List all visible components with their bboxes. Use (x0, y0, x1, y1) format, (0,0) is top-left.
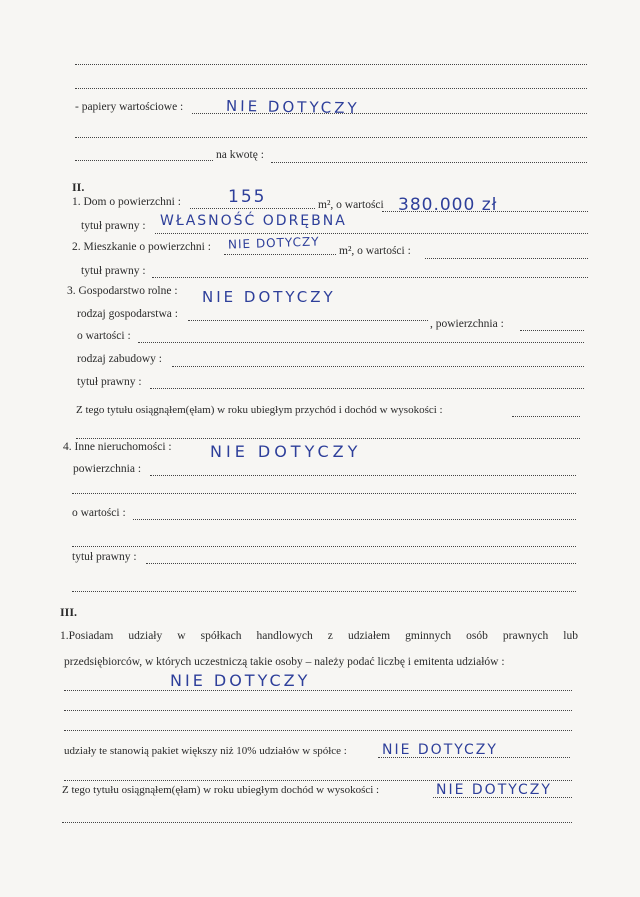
shares-intro-word: z (327, 630, 333, 642)
shares-value-line (64, 690, 572, 691)
farm-handwritten: NIE DOTYCZY (202, 288, 336, 306)
farm-type-line (188, 320, 428, 321)
amount-line (271, 162, 587, 163)
house-unit-label: m², o wartości (318, 199, 384, 211)
other-value-label: o wartości : (72, 507, 126, 519)
securities-label: - papiery wartościowe : (75, 101, 184, 113)
dotted-line (72, 546, 576, 547)
dotted-line (62, 822, 572, 823)
shares-intro-word: w (177, 630, 186, 642)
farm-label: 3. Gospodarstwo rolne : (67, 285, 178, 297)
house-title-line (155, 233, 588, 234)
package-label: udziały te stanowią pakiet większy niż 10% udziałów w spółce : (64, 745, 347, 757)
shares-intro-line (60, 630, 578, 642)
securities-handwritten: NIE DOTYCZY (225, 96, 360, 118)
dotted-line (64, 780, 572, 781)
other-value-line (133, 519, 576, 520)
farm-income-line (512, 416, 580, 417)
house-title-label: tytuł prawny : (81, 220, 146, 232)
shares-income-label: Z tego tytułu osiągnąłem(ęłam) w roku ubiegłym dochód w wysokości : (62, 784, 380, 796)
shares-intro-word: prawnych (502, 630, 549, 642)
farm-type-label: rodzaj gospodarstwa : (77, 308, 178, 320)
farm-area-label: , powierzchnia : (430, 318, 504, 330)
farm-value-line (138, 342, 584, 343)
shares-intro-word: udziały (128, 630, 163, 642)
apartment-title-line (152, 277, 588, 278)
farm-value-label: o wartości : (77, 330, 131, 342)
shares-income-handwritten: NIE DOTYCZY (436, 782, 552, 798)
house-area-handwritten: 155 (228, 187, 267, 207)
dotted-line (64, 730, 572, 731)
dotted-line (75, 160, 213, 161)
dotted-line (64, 710, 572, 711)
section-iii-heading: III. (60, 605, 78, 619)
farm-title-line (150, 388, 584, 389)
farm-title-label: tytuł prawny : (77, 376, 142, 388)
apartment-unit-label: m², o wartości : (339, 245, 411, 257)
package-handwritten: NIE DOTYCZY (382, 742, 498, 758)
house-area-line (190, 208, 315, 209)
dotted-line (72, 493, 576, 494)
shares-intro-word: 1.Posiadam (60, 630, 114, 642)
farm-income-label: Z tego tytułu osiągnąłem(ęłam) w roku ubiegłym przychód i dochód w wysokości : (76, 404, 443, 416)
dotted-line (75, 64, 587, 65)
apartment-title-label: tytuł prawny : (81, 265, 146, 277)
house-title-handwritten: WŁASNOŚĆ ODRĘBNA (160, 213, 347, 229)
house-value-handwritten: 380.000 zł (398, 195, 498, 215)
farm-buildings-label: rodzaj zabudowy : (77, 353, 162, 365)
other-title-line (146, 563, 576, 564)
other-property-handwritten: NIE DOTYCZY (210, 442, 362, 461)
apartment-area-label: 2. Mieszkanie o powierzchni : (72, 241, 211, 253)
shares-intro-word: spółkach (200, 630, 242, 642)
farm-area-line (520, 330, 584, 331)
shares-handwritten: NIE DOTYCZY (170, 671, 311, 690)
shares-intro-word: osób (466, 630, 488, 642)
house-area-label: 1. Dom o powierzchni : (72, 196, 181, 208)
shares-intro-word: handlowych (256, 630, 313, 642)
dotted-line (75, 88, 587, 89)
other-area-label: powierzchnia : (73, 463, 142, 475)
dotted-line (72, 591, 576, 592)
shares-intro-word: lub (563, 630, 578, 642)
section-ii-heading: II. (72, 180, 85, 194)
farm-buildings-line (172, 366, 584, 367)
shares-intro-line2: przedsiębiorców, w których uczestniczą takie osoby – należy podać liczbę i emitenta udziałów : (64, 656, 505, 668)
amount-label: na kwotę : (216, 149, 264, 161)
other-property-label: 4. Inne nieruchomości : (63, 441, 172, 453)
apartment-area-handwritten: NIE DOTYCZY (227, 234, 320, 252)
other-area-line (150, 475, 576, 476)
shares-intro-word: gminnych (405, 630, 452, 642)
dotted-line (76, 438, 580, 439)
shares-intro-word: udziałem (347, 630, 391, 642)
apartment-value-line (425, 258, 588, 259)
apartment-area-line (224, 254, 336, 255)
other-title-label: tytuł prawny : (72, 551, 137, 563)
dotted-line (75, 137, 587, 138)
